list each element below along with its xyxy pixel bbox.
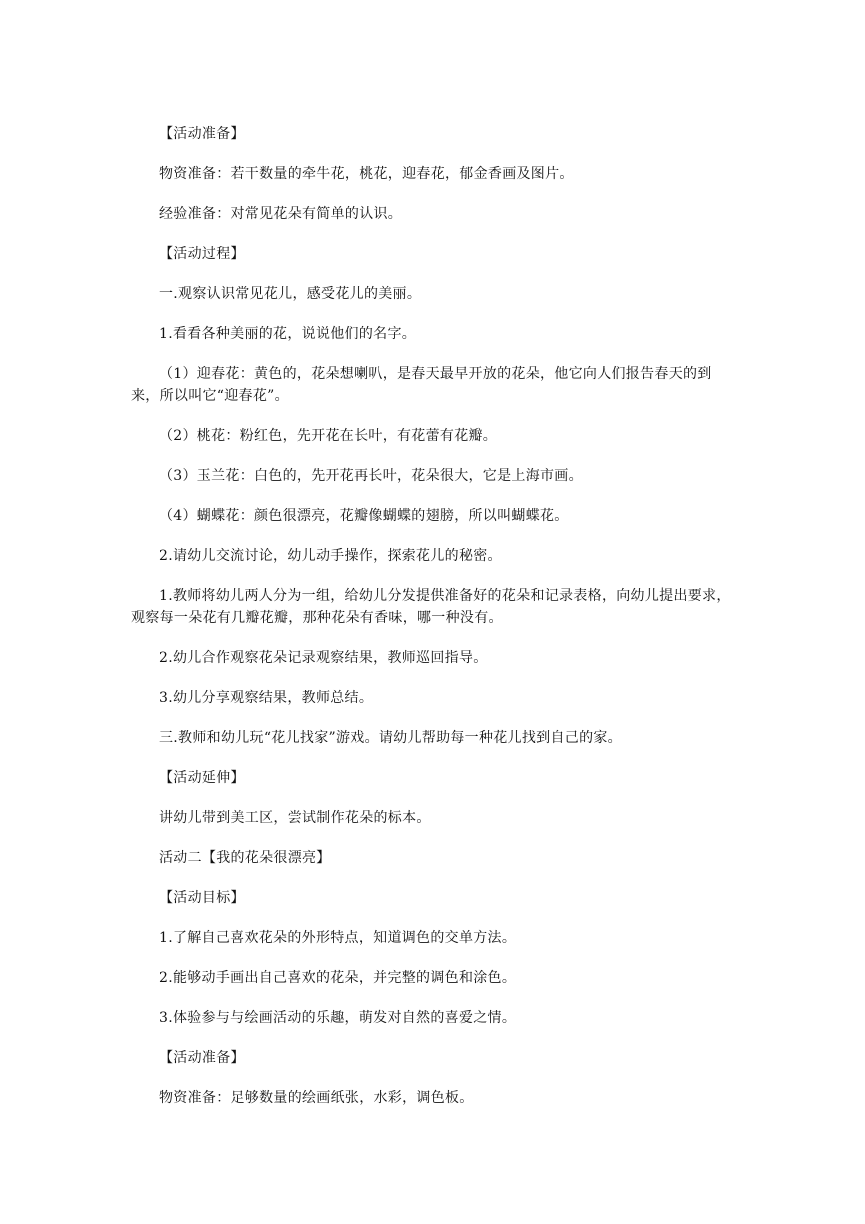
paragraph-materials: 物资准备：若干数量的牵牛花，桃花，迎春花，郁金香画及图片。 bbox=[159, 166, 574, 182]
document-body bbox=[131, 123, 737, 1109]
paragraph-iris: （4）蝴蝶花：颜色很漂亮，花瓣像蝴蝶的翅膀，所以叫蝴蝶花。 bbox=[159, 508, 569, 524]
heading-activity-preparation-two: 【活动准备】 bbox=[159, 1050, 245, 1066]
paragraph-goal-three: 3.体验参与与绘画活动的乐趣，萌发对自然的喜爱之情。 bbox=[159, 1010, 517, 1026]
paragraph-magnolia: （3）玉兰花：白色的，先开花再长叶，花朵很大，它是上海市画。 bbox=[159, 468, 583, 484]
paragraph-goal-one: 1.了解自己喜欢花朵的外形特点，知道调色的交单方法。 bbox=[159, 930, 517, 946]
paragraph-group-work: 1.教师将幼儿两人分为一组，给幼儿分发提供准备好的花朵和记录表格，向幼儿提出要求，观察每一朵花有几瓣花瓣，那种花朵有香味，哪一种没有。 bbox=[131, 588, 731, 626]
heading-activity-extension: 【活动延伸】 bbox=[159, 770, 245, 786]
paragraph-discussion: 2.请幼儿交流讨论，幼儿动手操作，探索花儿的秘密。 bbox=[159, 548, 502, 564]
paragraph-game: 三.教师和幼儿玩“花儿找家”游戏。请幼儿帮助每一种花儿找到自己的家。 bbox=[159, 730, 622, 746]
heading-activity-process: 【活动过程】 bbox=[159, 246, 245, 262]
paragraph-winter-jasmine: （1）迎春花：黄色的，花朵想喇叭，是春天最早开放的花朵，他它向人们报告春天的到来，所以叫它“迎春花”。 bbox=[131, 366, 712, 404]
paragraph-goal-two: 2.能够动手画出自己喜欢的花朵，并完整的调色和涂色。 bbox=[159, 970, 517, 986]
paragraph-sharing: 3.幼儿分享观察结果，教师总结。 bbox=[159, 690, 374, 706]
paragraph-peach-blossom: （2）桃花：粉红色，先开花在长叶，有花蕾有花瓣。 bbox=[159, 428, 498, 444]
heading-activity-goals: 【活动目标】 bbox=[159, 890, 245, 906]
heading-activity-preparation: 【活动准备】 bbox=[159, 126, 245, 142]
paragraph-step-one: 一.观察认识常见花儿，感受花儿的美丽。 bbox=[159, 286, 422, 302]
paragraph-experience: 经验准备：对常见花朵有简单的认识。 bbox=[159, 206, 403, 222]
paragraph-cooperation: 2.幼儿合作观察花朵记录观察结果，教师巡回指导。 bbox=[159, 650, 488, 666]
paragraph-art-area: 讲幼儿带到美工区，尝试制作花朵的标本。 bbox=[159, 810, 431, 826]
heading-activity-two: 活动二【我的花朵很漂亮】 bbox=[159, 850, 331, 866]
paragraph-materials-two: 物资准备：足够数量的绘画纸张，水彩，调色板。 bbox=[159, 1090, 474, 1106]
paragraph-look-at-flowers: 1.看看各种美丽的花，说说他们的名字。 bbox=[159, 326, 417, 342]
